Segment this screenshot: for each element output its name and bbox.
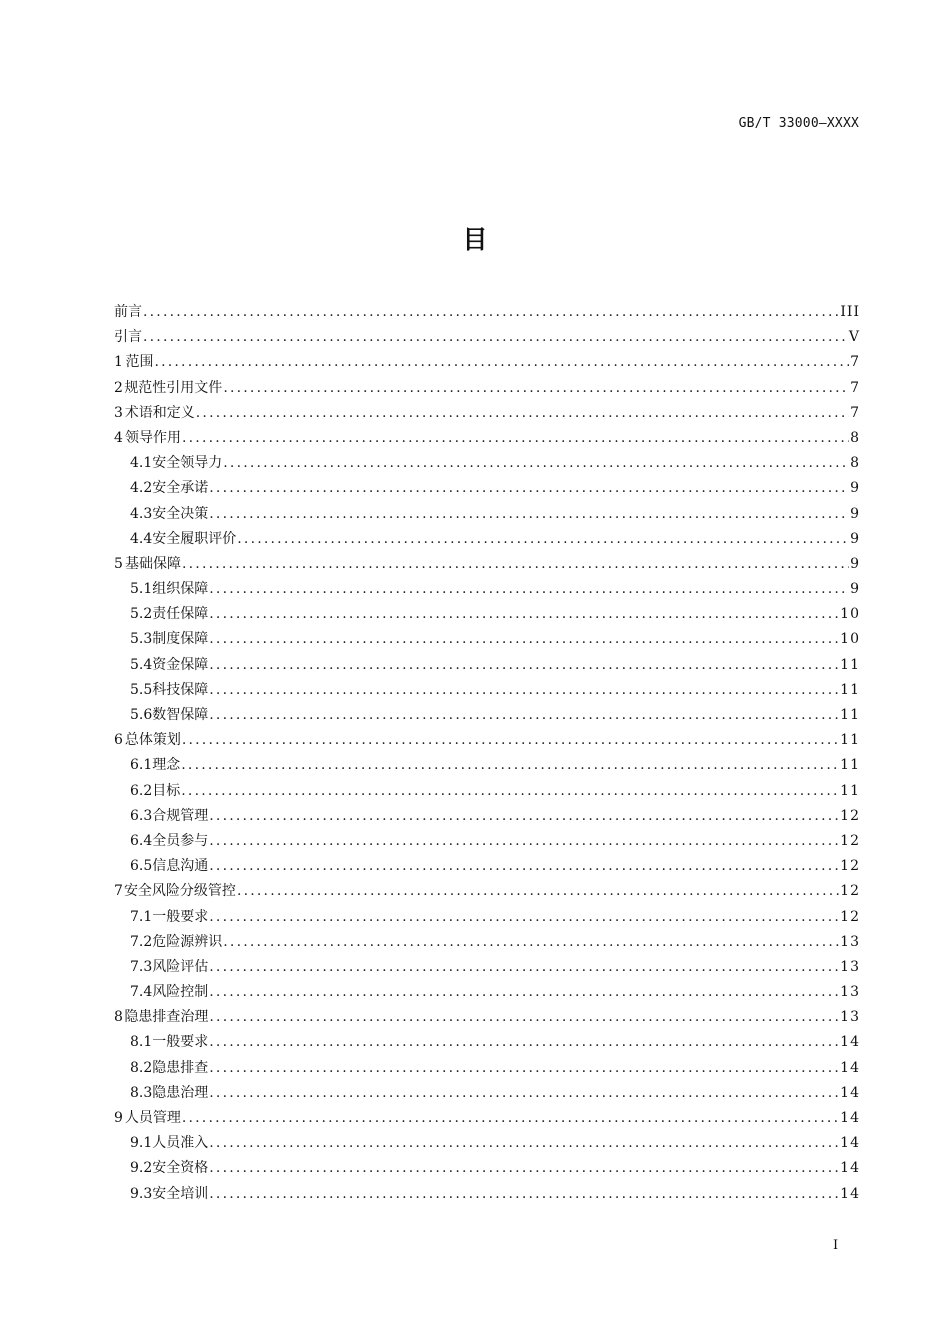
toc-entry-page: 7 [850,379,860,396]
toc-entry-page: 7 [850,354,860,371]
toc-dot-leader [209,1131,839,1156]
toc-dot-leader [223,451,849,476]
toc-dot-leader [143,325,848,350]
toc-entry-label: 科技保障 [152,681,209,698]
toc-entry-label: 领导作用 [125,429,181,446]
toc-entry-number: 4.3 [130,505,153,522]
toc-entry-page: 14 [840,1059,860,1076]
toc-entry-label: 安全履职评价 [152,530,237,547]
toc-entry-page: 11 [840,782,860,799]
toc-entry-page: 11 [840,757,860,774]
toc-entry-label: 风险评估 [152,958,209,975]
toc-dot-leader [209,653,839,678]
toc-entry[interactable] [114,426,860,451]
toc-entry-number: 6.5 [130,858,153,875]
toc-entry[interactable] [114,602,860,627]
toc-entry-page: 13 [840,1009,860,1026]
toc-entry-page: 11 [840,732,860,749]
toc-entry-number: 5.3 [130,631,153,648]
toc-entry-number: 7.2 [130,933,153,950]
toc-entry-page: 11 [840,681,860,698]
toc-entry[interactable] [114,930,860,955]
toc-entry-label: 安全领导力 [152,455,223,472]
toc-entry-page: 11 [840,707,860,723]
toc-dot-leader [209,502,849,527]
toc-dot-leader [209,804,839,829]
toc-dot-leader [223,930,839,955]
toc-entry-label: 制度保障 [152,631,209,648]
toc-dot-leader [209,905,839,930]
toc-entry-label: 引言 [114,329,142,346]
toc-entry-label: 全员参与 [152,832,209,849]
toc-entry-number: 4.4 [130,530,153,547]
toc-entry[interactable] [114,527,860,552]
toc-entry-page: 13 [840,958,860,975]
toc-entry-page: 9 [850,505,860,522]
toc-entry-page: 12 [840,858,860,875]
toc-entry[interactable] [114,1005,860,1030]
toc-entry-page: 9 [850,530,860,547]
toc-entry-number: 7.1 [130,908,153,925]
toc-dot-leader [223,376,849,401]
toc-entry-number: 6.3 [130,807,153,824]
toc-entry[interactable] [114,829,860,854]
toc-entry-page: 12 [840,883,860,900]
toc-entry[interactable] [114,401,860,426]
page-title: 目 [462,225,488,254]
toc-entry[interactable] [114,1081,860,1106]
toc-entry-number: 5.1 [130,581,153,598]
toc-entry-number: 9.3 [130,1185,153,1202]
toc-entry-label: 一般要求 [152,908,209,925]
toc-entry-page: III [840,304,860,320]
toc-dot-leader [209,829,839,854]
toc-entry-label: 责任保障 [152,606,209,623]
toc-entry-number: 8.2 [130,1059,153,1076]
toc-entry-number: 6.4 [130,832,153,849]
toc-entry-label: 数智保障 [152,707,209,723]
toc-entry-number: 7.3 [130,958,153,975]
toc-entry-page: 14 [840,1160,860,1177]
toc-entry-number: 5.5 [130,681,153,698]
toc-dot-leader [209,1182,839,1207]
toc-dot-leader [237,527,849,552]
toc-dot-leader [209,1030,839,1055]
toc-dot-leader [182,1106,839,1131]
toc-entry[interactable] [114,955,860,980]
toc-entry-page: 14 [840,1084,860,1101]
toc-dot-leader [209,602,839,627]
toc-dot-leader [237,879,839,904]
toc-entry[interactable] [114,300,860,325]
table-of-contents [114,300,860,1207]
toc-entry-label: 合规管理 [152,807,209,824]
toc-entry-page: 12 [840,807,860,824]
toc-entry-page: 13 [840,984,860,1001]
toc-dot-leader [209,703,839,728]
toc-entry[interactable] [114,753,860,778]
toc-entry-label: 安全决策 [152,505,209,522]
toc-entry-label: 一般要求 [152,1034,209,1051]
toc-entry-number: 1 [114,354,123,371]
toc-entry-label: 信息沟通 [152,858,209,875]
toc-dot-leader [196,401,849,426]
toc-dot-leader [154,350,849,375]
toc-entry-label: 安全风险分级管控 [123,883,236,900]
toc-entry-number: 8 [114,1009,123,1026]
toc-entry-label: 组织保障 [152,581,209,598]
toc-entry-page: 14 [840,1034,860,1051]
toc-dot-leader [209,476,849,501]
toc-entry-page: V [848,329,860,346]
toc-entry[interactable] [114,980,860,1005]
toc-entry[interactable] [114,779,860,804]
toc-entry[interactable] [114,905,860,930]
toc-entry-number: 8.1 [130,1034,153,1051]
toc-entry-page: 8 [850,455,860,472]
toc-dot-leader [209,955,839,980]
toc-entry-page: 7 [850,404,860,421]
toc-entry[interactable] [114,502,860,527]
toc-entry[interactable] [114,703,860,728]
toc-entry-label: 危险源辨识 [152,933,223,950]
toc-entry-page: 11 [840,656,860,673]
toc-entry[interactable] [114,577,860,602]
toc-entry-page: 8 [850,429,860,446]
toc-entry[interactable] [114,451,860,476]
toc-entry-label: 风险控制 [152,984,209,1001]
toc-entry-label: 前言 [114,304,142,320]
toc-entry[interactable] [114,1156,860,1181]
toc-entry-page: 10 [840,631,860,648]
toc-entry[interactable] [114,476,860,501]
toc-entry-page: 12 [840,908,860,925]
toc-entry-label: 规范性引用文件 [124,379,223,396]
toc-entry-label: 隐患排查 [152,1059,209,1076]
toc-dot-leader [209,1005,839,1030]
toc-entry[interactable] [114,1030,860,1055]
toc-entry-number: 9 [114,1110,123,1126]
toc-entry-number: 6.1 [130,757,153,774]
toc-entry-label: 目标 [152,782,181,799]
toc-entry[interactable] [114,879,860,904]
toc-entry[interactable] [114,678,860,703]
toc-entry-page: 14 [840,1135,860,1152]
toc-entry-number: 3 [114,404,123,421]
toc-entry[interactable] [114,325,860,350]
toc-entry-label: 总体策划 [124,732,181,749]
toc-entry-label: 人员准入 [152,1135,209,1152]
toc-entry-number: 5.6 [130,707,153,723]
page-number: I [833,1238,839,1253]
toc-dot-leader [209,854,839,879]
toc-entry-number: 8.3 [130,1084,153,1101]
toc-entry-label: 资金保障 [152,656,209,673]
toc-entry[interactable] [114,1131,860,1156]
toc-dot-leader [209,627,839,652]
toc-dot-leader [209,1081,839,1106]
toc-entry-label: 隐患排查治理 [124,1009,209,1026]
toc-entry-label: 安全承诺 [152,480,209,497]
document-code: GB/T 33000—XXXX [738,116,859,131]
toc-entry-number: 9.1 [130,1135,153,1152]
toc-dot-leader [209,678,839,703]
toc-entry[interactable] [114,1056,860,1081]
toc-entry-number: 5.2 [130,606,153,623]
toc-entry-number: 4.2 [130,480,153,497]
toc-entry-page: 9 [850,480,860,497]
toc-dot-leader [181,779,839,804]
toc-entry-number: 4 [114,429,123,446]
toc-entry-label: 术语和定义 [124,404,195,421]
toc-entry-number: 2 [114,379,123,396]
toc-dot-leader [209,1056,839,1081]
toc-dot-leader [182,552,849,577]
toc-entry[interactable] [114,728,860,753]
toc-entry[interactable] [114,1182,860,1207]
toc-entry-page: 9 [850,555,860,572]
toc-dot-leader [209,1156,839,1181]
toc-entry[interactable] [114,627,860,652]
toc-entry-number: 7 [114,883,123,900]
toc-entry-page: 12 [840,832,860,849]
toc-entry-label: 隐患治理 [152,1084,209,1101]
toc-dot-leader [209,577,849,602]
toc-entry-page: 14 [840,1110,860,1126]
toc-entry-label: 人员管理 [124,1110,181,1126]
toc-entry[interactable] [114,552,860,577]
toc-entry-number: 9.2 [130,1160,153,1177]
toc-entry-page: 13 [840,933,860,950]
toc-entry[interactable] [114,350,860,375]
toc-dot-leader [182,728,839,753]
toc-entry-label: 基础保障 [125,555,181,572]
toc-entry-number: 6.2 [130,782,153,799]
toc-entry-number: 5.4 [130,656,153,673]
toc-entry-label: 范围 [125,354,154,371]
toc-entry[interactable] [114,653,860,678]
toc-entry-number: 4.1 [130,455,153,472]
toc-entry-label: 理念 [152,757,181,774]
toc-entry-number: 6 [114,732,123,749]
toc-entry-page: 10 [840,606,860,623]
toc-entry-page: 14 [840,1185,860,1202]
toc-dot-leader [182,426,849,451]
toc-entry[interactable] [114,854,860,879]
toc-dot-leader [143,300,839,325]
toc-dot-leader [209,980,839,1005]
toc-entry[interactable] [114,376,860,401]
toc-dot-leader [181,753,839,778]
toc-entry-page: 9 [850,581,860,598]
toc-entry-number: 5 [114,555,123,572]
toc-entry[interactable] [114,804,860,829]
toc-entry-number: 7.4 [130,984,153,1001]
toc-entry[interactable] [114,1106,860,1131]
toc-entry-label: 安全资格 [152,1160,209,1177]
toc-entry-label: 安全培训 [152,1185,209,1202]
